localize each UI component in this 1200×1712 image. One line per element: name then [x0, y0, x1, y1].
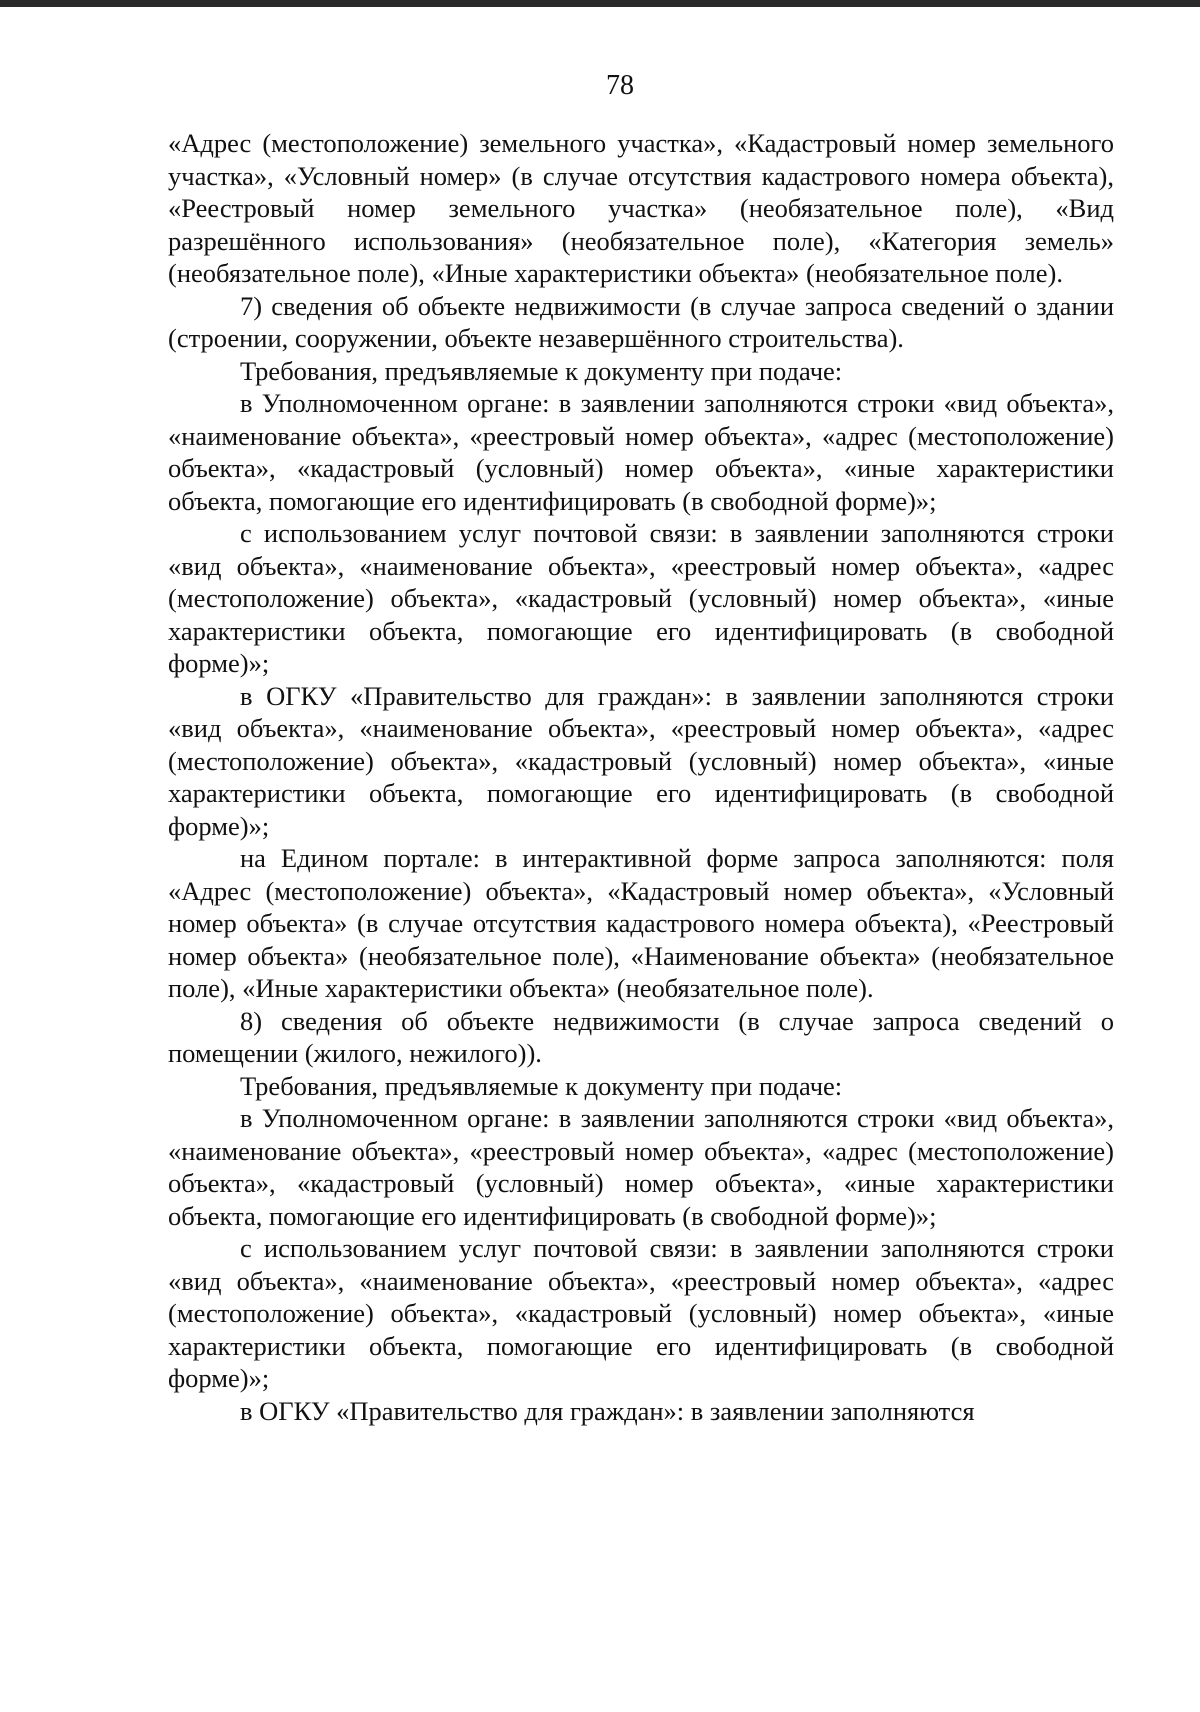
paragraph: Требования, предъявляемые к документу при подаче:	[240, 355, 843, 386]
paragraph: в ОГКУ «Правительство для граждан»: в заявлении заполняются строки «вид объекта», «наименование объекта», «реестровый номер объекта», «адрес (местоположение) объекта», «кадастровый (условный) номер объекта», «иные характеристики объекта, помогающие его идентифицировать (в свободной форме)»;	[168, 680, 1114, 841]
paragraph: с использованием услуг почтовой связи: в заявлении заполняются строки «вид объекта», «наименование объекта», «реестровый номер объекта», «адрес (местоположение) объекта», «кадастровый (условный) номер объекта», «иные характеристики объекта, помогающие его идентифицировать (в свободной форме)»;	[168, 1233, 1114, 1393]
document-body	[168, 127, 1114, 1427]
paragraph: 8) сведения об объекте недвижимости (в случае запроса сведений о помещении (жилого, нежилого)).	[168, 1005, 1114, 1068]
paragraph: «Адрес (местоположение) земельного участка», «Кадастровый номер земельного участка», «Условный номер» (в случае отсутствия кадастрового номера объекта), «Реестровый номер земельного участка» (необязательное поле), «Вид разрешённого использования» (необязательное поле), «Категория земель» (необязательное поле), «Иные характеристики объекта» (необязательное поле).	[168, 128, 1114, 288]
paragraph: на Едином портале: в интерактивной форме запроса заполняются: поля «Адрес (местоположение) объекта», «Кадастровый номер объекта», «Условный номер объекта» (в случае отсутствия кадастрового номера объекта), «Реестровый номер объекта» (необязательное поле), «Наименование объекта» (необязательное поле), «Иные характеристики объекта» (необязательное поле).	[168, 843, 1114, 1003]
paragraph: с использованием услуг почтовой связи: в заявлении заполняются строки «вид объекта», «наименование объекта», «реестровый номер объекта», «адрес (местоположение) объекта», «кадастровый (условный) номер объекта», «иные характеристики объекта, помогающие его идентифицировать (в свободной форме)»;	[168, 518, 1114, 678]
page-number: 78	[606, 70, 634, 101]
paragraph: Требования, предъявляемые к документу при подаче:	[240, 1070, 843, 1101]
paragraph: в ОГКУ «Правительство для граждан»: в заявлении заполняются	[240, 1395, 975, 1426]
paragraph: в Уполномоченном органе: в заявлении заполняются строки «вид объекта», «наименование объекта», «реестровый номер объекта», «адрес (местоположение) объекта», «кадастровый (условный) номер объекта», «иные характеристики объекта, помогающие его идентифицировать (в свободной форме)»;	[168, 1103, 1114, 1231]
top-border-rule	[0, 0, 1200, 7]
paragraph: в Уполномоченном органе: в заявлении заполняются строки «вид объекта», «наименование объекта», «реестровый номер объекта», «адрес (местоположение) объекта», «кадастровый (условный) номер объекта», «иные характеристики объекта, помогающие его идентифицировать (в свободной форме)»;	[168, 388, 1114, 516]
paragraph: 7) сведения об объекте недвижимости (в случае запроса сведений о здании (строении, сооружении, объекте незавершённого строительства).	[168, 290, 1114, 353]
